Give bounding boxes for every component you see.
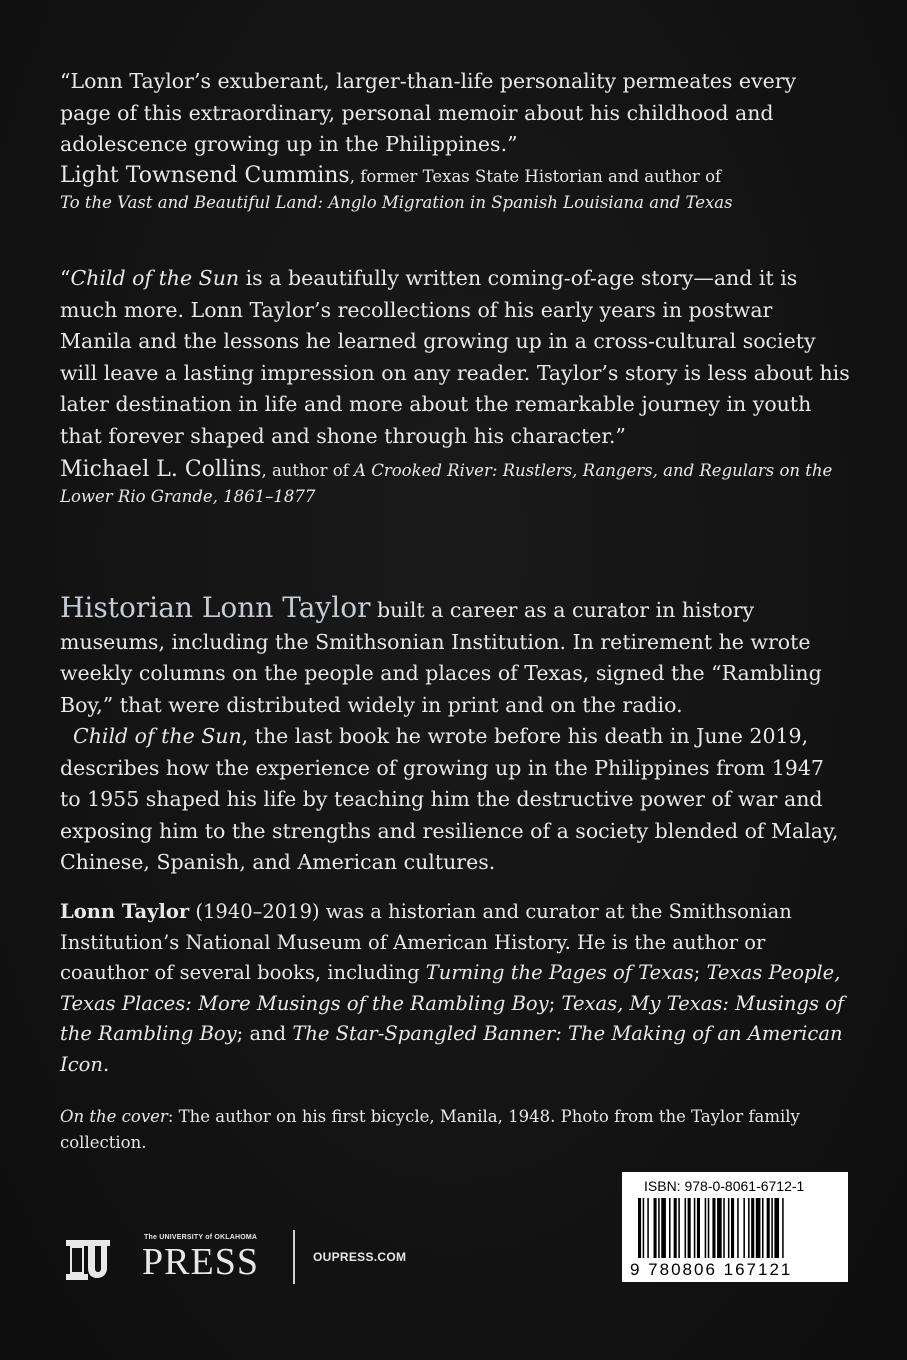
barcode-bar xyxy=(767,1198,770,1258)
quote-1-name: Light Townsend Cummins xyxy=(60,162,350,188)
ou-monogram-icon xyxy=(58,1234,138,1286)
barcode-bar xyxy=(751,1198,754,1258)
isbn-text: ISBN: 978-0-8061-6712-1 xyxy=(644,1178,805,1194)
barcode-bar xyxy=(723,1198,725,1258)
barcode-bar xyxy=(647,1198,649,1258)
bio-p2-title: Child of the Sun xyxy=(73,724,242,748)
barcode-bars xyxy=(638,1198,834,1258)
author-text-4: ; and xyxy=(236,1022,293,1045)
author-text-3: ; xyxy=(548,991,562,1015)
bio-p2: , the last book he wrote before his death in June 2019, describes how the experience of growing up in the Philippines from 1947 to 1955 shaped his life by teaching him the destructive power of war and exposing him to the strengths and resilience of a society blended of Malay, Chinese, Spanish, and American cultures. xyxy=(60,724,839,874)
quote-2-role: , author of xyxy=(261,461,355,480)
barcode-bar xyxy=(756,1198,761,1258)
quote-2-body: is a beautifully written coming-of-age story—and it is much more. Lonn Taylor’s recollections of his early years in postwar Manila and the lessons he learned growing up in a cross-cultural society will leave a lasting impression on any reader. Taylor’s story is less about his later destination in life and more about the remarkable journey in youth that forever shaped and shone through his character.” xyxy=(60,266,850,448)
bio-p1: built a career as a curator in history museums, including the Smithsonian Institution. In retirement he wrote weekly columns on the people and places of Texas, signed the “Rambling Boy,” that were distributed widely in print and on the radio. xyxy=(60,598,822,717)
barcode-bar xyxy=(685,1198,687,1258)
barcode-bar xyxy=(638,1198,641,1258)
barcode-bar xyxy=(688,1198,691,1258)
barcode-bar xyxy=(661,1198,666,1258)
barcode-bar xyxy=(743,1198,745,1258)
barcode-bar xyxy=(771,1198,773,1258)
quote-2 xyxy=(60,263,850,510)
barcode-bar xyxy=(674,1198,677,1258)
author-book-3: Texas, My Texas: Musings of the Rambling Boy xyxy=(60,991,845,1045)
quote-1-role: , former Texas State Historian and author of xyxy=(349,166,722,186)
barcode-bar xyxy=(669,1198,671,1258)
quote-2-open: “ xyxy=(60,266,71,290)
publisher-university: The UNIVERSITY of OKLAHOMA xyxy=(144,1234,258,1241)
bio-paragraph-2 xyxy=(60,721,850,879)
barcode-bar xyxy=(731,1198,734,1258)
barcode-bar xyxy=(643,1198,645,1258)
cover-label: On the cover xyxy=(60,1107,168,1126)
author-text-5: . xyxy=(102,1052,110,1076)
barcode-bar xyxy=(697,1198,700,1258)
barcode-bar xyxy=(708,1198,710,1258)
bio-paragraph-1 xyxy=(60,592,850,721)
quote-2-name: Michael L. Collins xyxy=(60,457,262,482)
cover-credit-text xyxy=(60,1104,850,1156)
barcode-digits: 9 780806 167121 xyxy=(630,1260,793,1279)
cover-text: : The author on his first bicycle, Manila, 1948. Photo from the Taylor family collection. xyxy=(60,1107,800,1152)
barcode-bar xyxy=(728,1198,730,1258)
author-text-1: (1940–2019) was a historian and curator at the Smithsonian Institution’s National Museum of American History. He is the author or coauthor of several books, including xyxy=(60,900,792,984)
author-book-2: Texas People, Texas Places: More Musings of the Rambling Boy xyxy=(60,961,841,1015)
publisher-press: PRESS xyxy=(142,1241,259,1283)
barcode-bar xyxy=(694,1198,696,1258)
quote-2-attribution xyxy=(60,457,850,510)
publisher-logo xyxy=(58,1230,407,1290)
barcode-bar xyxy=(748,1198,750,1258)
author-name: Lonn Taylor xyxy=(60,900,190,923)
quote-2-text xyxy=(60,263,850,452)
barcode-bar xyxy=(654,1198,657,1258)
barcode-bar xyxy=(705,1198,707,1258)
barcode-bar xyxy=(712,1198,715,1258)
barcode-bar xyxy=(774,1198,779,1258)
barcode-bar xyxy=(678,1198,680,1258)
cover-credit xyxy=(60,1104,850,1156)
publisher-website: OUPRESS.COM xyxy=(313,1250,407,1264)
quote-1-book: To the Vast and Beautiful Land: Anglo Migration in Spanish Louisiana and Texas xyxy=(60,192,733,212)
barcode-bar xyxy=(717,1198,722,1258)
quote-1-text: “Lonn Taylor’s exuberant, larger-than-life personality permeates every page of this extraordinary, personal memoir about his childhood and adolescence growing up in the Philippines.” xyxy=(60,69,797,156)
author-bio xyxy=(60,897,850,1080)
isbn-barcode xyxy=(622,1172,848,1282)
barcode-bar xyxy=(762,1198,764,1258)
barcode-bar xyxy=(737,1198,739,1258)
logo-divider xyxy=(293,1230,295,1284)
barcode-bar xyxy=(782,1198,784,1258)
quote-2-book-title: Child of the Sun xyxy=(70,266,240,290)
barcode-bar xyxy=(658,1198,660,1258)
quote-1 xyxy=(60,66,850,216)
bio xyxy=(60,592,850,879)
author-book-1: Turning the Pages of Texas xyxy=(425,961,694,984)
bio-lead: Historian Lonn Taylor xyxy=(60,591,371,624)
author-book-4: The Star-Spangled Banner: The Making of an American Icon xyxy=(60,1022,843,1076)
author-paragraph xyxy=(60,897,850,1080)
quote-1-attribution xyxy=(60,163,850,216)
author-text-2: ; xyxy=(693,961,707,984)
quote-2-book: A Crooked River: Rustlers, Rangers, and Regulars on the Lower Rio Grande, 1861–1877 xyxy=(60,461,833,506)
